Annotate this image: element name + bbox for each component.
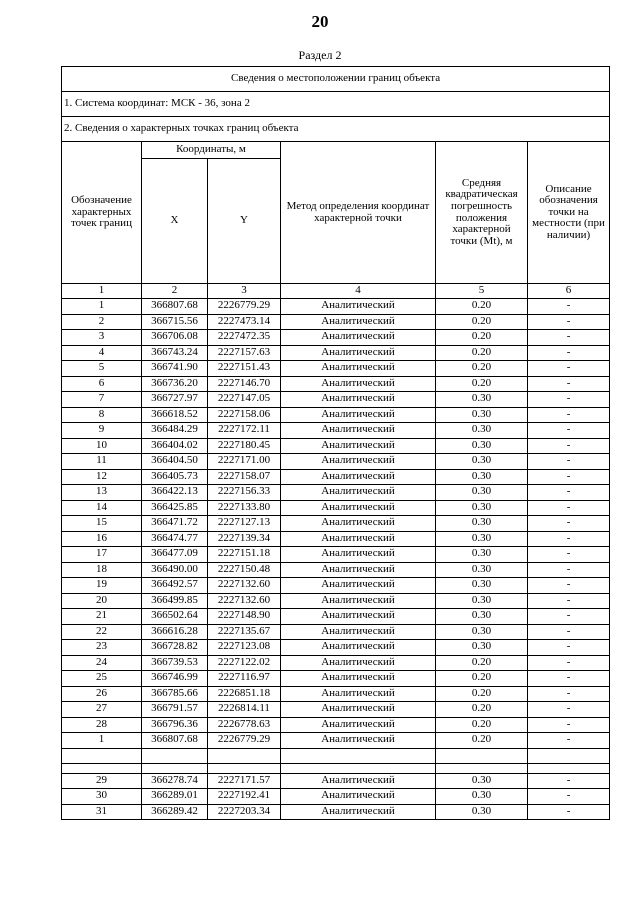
coord-x: 366728.82 [142,640,208,656]
table-row [62,578,610,594]
coord-y: 2227472.35 [208,330,281,346]
description-value: - [528,345,610,361]
table-row [62,361,610,377]
coord-y: 2227171.57 [208,773,281,789]
section-label: Раздел 2 [298,48,342,62]
description-value: - [528,330,610,346]
method: Аналитический [281,531,436,547]
error-value: 0.20 [436,702,528,718]
table-row [62,733,610,749]
method: Аналитический [281,773,436,789]
method: Аналитический [281,500,436,516]
table-row [62,438,610,454]
coord-y: 2227151.43 [208,361,281,377]
error-value: 0.20 [436,314,528,330]
coord-y: 2226779.29 [208,299,281,315]
method: Аналитический [281,469,436,485]
table-row [62,454,610,470]
coord-x: 366289.01 [142,789,208,805]
empty-cell [142,763,208,773]
point-id: 7 [62,392,142,408]
coord-x: 366422.13 [142,485,208,501]
empty-cell [528,763,610,773]
column-number: 1 [62,284,142,299]
coord-x: 366278.74 [142,773,208,789]
coord-y: 2227146.70 [208,376,281,392]
description-value: - [528,454,610,470]
error-value: 0.20 [436,733,528,749]
table-row [62,671,610,687]
coord-y: 2227203.34 [208,804,281,820]
method: Аналитический [281,547,436,563]
point-id: 21 [62,609,142,625]
method: Аналитический [281,361,436,377]
coord-y: 2226779.29 [208,733,281,749]
description-value: - [528,671,610,687]
error-value: 0.30 [436,454,528,470]
method: Аналитический [281,454,436,470]
coord-x: 366796.36 [142,717,208,733]
coord-x: 366484.29 [142,423,208,439]
coord-y: 2227132.60 [208,578,281,594]
point-id: 3 [62,330,142,346]
error-value: 0.30 [436,640,528,656]
table-row [62,804,610,820]
coordinate-system-line: 1. Система координат: МСК - 36, зона 2 [62,92,610,117]
error-value: 0.30 [436,804,528,820]
table-title: Сведения о местоположении границ объекта [62,67,610,92]
point-id: 4 [62,345,142,361]
method: Аналитический [281,671,436,687]
point-id: 1 [62,299,142,315]
point-id: 26 [62,686,142,702]
coord-y: 2227135.67 [208,624,281,640]
coord-y: 2227158.07 [208,469,281,485]
point-id: 13 [62,485,142,501]
coord-x: 366727.97 [142,392,208,408]
description-value: - [528,717,610,733]
error-value: 0.20 [436,717,528,733]
coord-x: 366739.53 [142,655,208,671]
method: Аналитический [281,345,436,361]
table-row [62,299,610,315]
description-value: - [528,655,610,671]
error-value: 0.30 [436,547,528,563]
error-value: 0.20 [436,686,528,702]
description-value: - [528,485,610,501]
point-id: 11 [62,454,142,470]
empty-cell [208,763,281,773]
error-value: 0.30 [436,609,528,625]
empty-cell [208,748,281,763]
point-id: 19 [62,578,142,594]
coord-x: 366807.68 [142,299,208,315]
coord-y: 2227116.97 [208,671,281,687]
point-id: 2 [62,314,142,330]
error-value: 0.30 [436,485,528,501]
description-value: - [528,593,610,609]
method: Аналитический [281,686,436,702]
table-row [62,376,610,392]
method: Аналитический [281,578,436,594]
description-value: - [528,469,610,485]
table-row [62,485,610,501]
error-value: 0.30 [436,593,528,609]
coord-x: 366706.08 [142,330,208,346]
method: Аналитический [281,789,436,805]
table-row [62,624,610,640]
error-value: 0.30 [436,624,528,640]
description-value: - [528,531,610,547]
description-value: - [528,361,610,377]
column-number: 2 [142,284,208,299]
point-id: 25 [62,671,142,687]
coord-y: 2227473.14 [208,314,281,330]
error-value: 0.30 [436,562,528,578]
empty-cell [436,763,528,773]
coord-y: 2227172.11 [208,423,281,439]
point-id: 5 [62,361,142,377]
table-row [62,423,610,439]
coord-x: 366425.85 [142,500,208,516]
header-y: Y [208,159,281,284]
coord-y: 2226778.63 [208,717,281,733]
coord-y: 2227158.06 [208,407,281,423]
coord-x: 366404.50 [142,454,208,470]
points-section-line: 2. Сведения о характерных точках границ объекта [62,117,610,142]
coord-y: 2227157.63 [208,345,281,361]
empty-cell [62,748,142,763]
point-id: 16 [62,531,142,547]
coord-x: 366405.73 [142,469,208,485]
point-id: 17 [62,547,142,563]
error-value: 0.20 [436,376,528,392]
coord-y: 2227123.08 [208,640,281,656]
coord-y: 2227171.00 [208,454,281,470]
table-row [62,500,610,516]
table-row [62,330,610,346]
table-row [62,773,610,789]
description-value: - [528,547,610,563]
header-coordinates: Координаты, м [142,142,281,159]
error-value: 0.20 [436,330,528,346]
point-id: 23 [62,640,142,656]
description-value: - [528,733,610,749]
coord-y: 2227148.90 [208,609,281,625]
point-id: 1 [62,733,142,749]
table-row [62,345,610,361]
error-value: 0.30 [436,407,528,423]
error-value: 0.30 [436,516,528,532]
method: Аналитический [281,655,436,671]
point-id: 10 [62,438,142,454]
point-id: 24 [62,655,142,671]
header-error: Средняя квадратическая погрешность положения характерной точки (Mt), м [436,142,528,284]
table-row [62,640,610,656]
error-value: 0.20 [436,299,528,315]
coord-x: 366477.09 [142,547,208,563]
coord-x: 366785.66 [142,686,208,702]
description-value: - [528,640,610,656]
coord-y: 2227139.34 [208,531,281,547]
point-id: 29 [62,773,142,789]
error-value: 0.30 [436,789,528,805]
description-value: - [528,804,610,820]
table-row [62,392,610,408]
table-row [62,314,610,330]
error-value: 0.30 [436,438,528,454]
table-row [62,655,610,671]
description-value: - [528,392,610,408]
table-row [62,562,610,578]
description-value: - [528,773,610,789]
method: Аналитический [281,314,436,330]
table-row [62,702,610,718]
error-value: 0.20 [436,345,528,361]
point-id: 18 [62,562,142,578]
coord-x: 366616.28 [142,624,208,640]
error-value: 0.20 [436,655,528,671]
method: Аналитический [281,640,436,656]
method: Аналитический [281,438,436,454]
description-value: - [528,314,610,330]
error-value: 0.30 [436,773,528,789]
error-value: 0.30 [436,469,528,485]
boundary-points-table [61,66,610,820]
description-value: - [528,438,610,454]
description-value: - [528,407,610,423]
coord-y: 2226814.11 [208,702,281,718]
coord-y: 2227150.48 [208,562,281,578]
method: Аналитический [281,562,436,578]
header-description: Описание обозначения точки на местности (при наличии) [528,142,610,284]
point-id: 6 [62,376,142,392]
coord-y: 2227156.33 [208,485,281,501]
table-row [62,789,610,805]
column-number: 6 [528,284,610,299]
description-value: - [528,423,610,439]
empty-cell [281,763,436,773]
coord-x: 366746.99 [142,671,208,687]
error-value: 0.30 [436,500,528,516]
coord-y: 2226851.18 [208,686,281,702]
coord-x: 366404.02 [142,438,208,454]
header-method: Метод определения координат характерной точки [281,142,436,284]
separator-row [62,763,610,773]
coord-x: 366490.00 [142,562,208,578]
error-value: 0.20 [436,671,528,687]
coord-y: 2227132.60 [208,593,281,609]
coord-y: 2227122.02 [208,655,281,671]
method: Аналитический [281,376,436,392]
method: Аналитический [281,392,436,408]
empty-cell [528,748,610,763]
empty-cell [281,748,436,763]
error-value: 0.30 [436,578,528,594]
coord-y: 2227133.80 [208,500,281,516]
table-row [62,531,610,547]
method: Аналитический [281,593,436,609]
point-id: 8 [62,407,142,423]
method: Аналитический [281,702,436,718]
coord-y: 2227127.13 [208,516,281,532]
description-value: - [528,578,610,594]
header-designation: Обозначение характерных точек границ [62,142,142,284]
coord-x: 366289.42 [142,804,208,820]
column-number: 5 [436,284,528,299]
coord-y: 2227192.41 [208,789,281,805]
table-row [62,516,610,532]
method: Аналитический [281,733,436,749]
column-number: 3 [208,284,281,299]
point-id: 28 [62,717,142,733]
description-value: - [528,500,610,516]
coord-x: 366618.52 [142,407,208,423]
point-id: 31 [62,804,142,820]
method: Аналитический [281,717,436,733]
point-id: 15 [62,516,142,532]
error-value: 0.30 [436,392,528,408]
error-value: 0.30 [436,423,528,439]
point-id: 20 [62,593,142,609]
error-value: 0.20 [436,361,528,377]
description-value: - [528,686,610,702]
point-id: 12 [62,469,142,485]
method: Аналитический [281,423,436,439]
table-row [62,717,610,733]
coord-x: 366807.68 [142,733,208,749]
method: Аналитический [281,624,436,640]
header-x: X [142,159,208,284]
coord-x: 366743.24 [142,345,208,361]
table-row [62,407,610,423]
empty-cell [62,763,142,773]
error-value: 0.30 [436,531,528,547]
method: Аналитический [281,330,436,346]
description-value: - [528,609,610,625]
coord-x: 366471.72 [142,516,208,532]
table-row [62,609,610,625]
separator-row [62,748,610,763]
coord-y: 2227180.45 [208,438,281,454]
method: Аналитический [281,609,436,625]
coord-x: 366492.57 [142,578,208,594]
table-row [62,547,610,563]
method: Аналитический [281,407,436,423]
column-number: 4 [281,284,436,299]
point-id: 14 [62,500,142,516]
description-value: - [528,789,610,805]
point-id: 27 [62,702,142,718]
description-value: - [528,516,610,532]
method: Аналитический [281,804,436,820]
description-value: - [528,299,610,315]
coord-x: 366502.64 [142,609,208,625]
point-id: 9 [62,423,142,439]
point-id: 30 [62,789,142,805]
coord-x: 366741.90 [142,361,208,377]
table-row [62,686,610,702]
coord-x: 366474.77 [142,531,208,547]
description-value: - [528,624,610,640]
coord-y: 2227147.05 [208,392,281,408]
table-row [62,593,610,609]
table-row [62,469,610,485]
description-value: - [528,702,610,718]
page-number: 20 [311,12,329,31]
point-id: 22 [62,624,142,640]
coord-y: 2227151.18 [208,547,281,563]
empty-cell [436,748,528,763]
column-number-row [62,284,610,299]
method: Аналитический [281,485,436,501]
coord-x: 366499.85 [142,593,208,609]
method: Аналитический [281,516,436,532]
description-value: - [528,562,610,578]
coord-x: 366715.56 [142,314,208,330]
empty-cell [142,748,208,763]
coord-x: 366791.57 [142,702,208,718]
description-value: - [528,376,610,392]
coord-x: 366736.20 [142,376,208,392]
method: Аналитический [281,299,436,315]
